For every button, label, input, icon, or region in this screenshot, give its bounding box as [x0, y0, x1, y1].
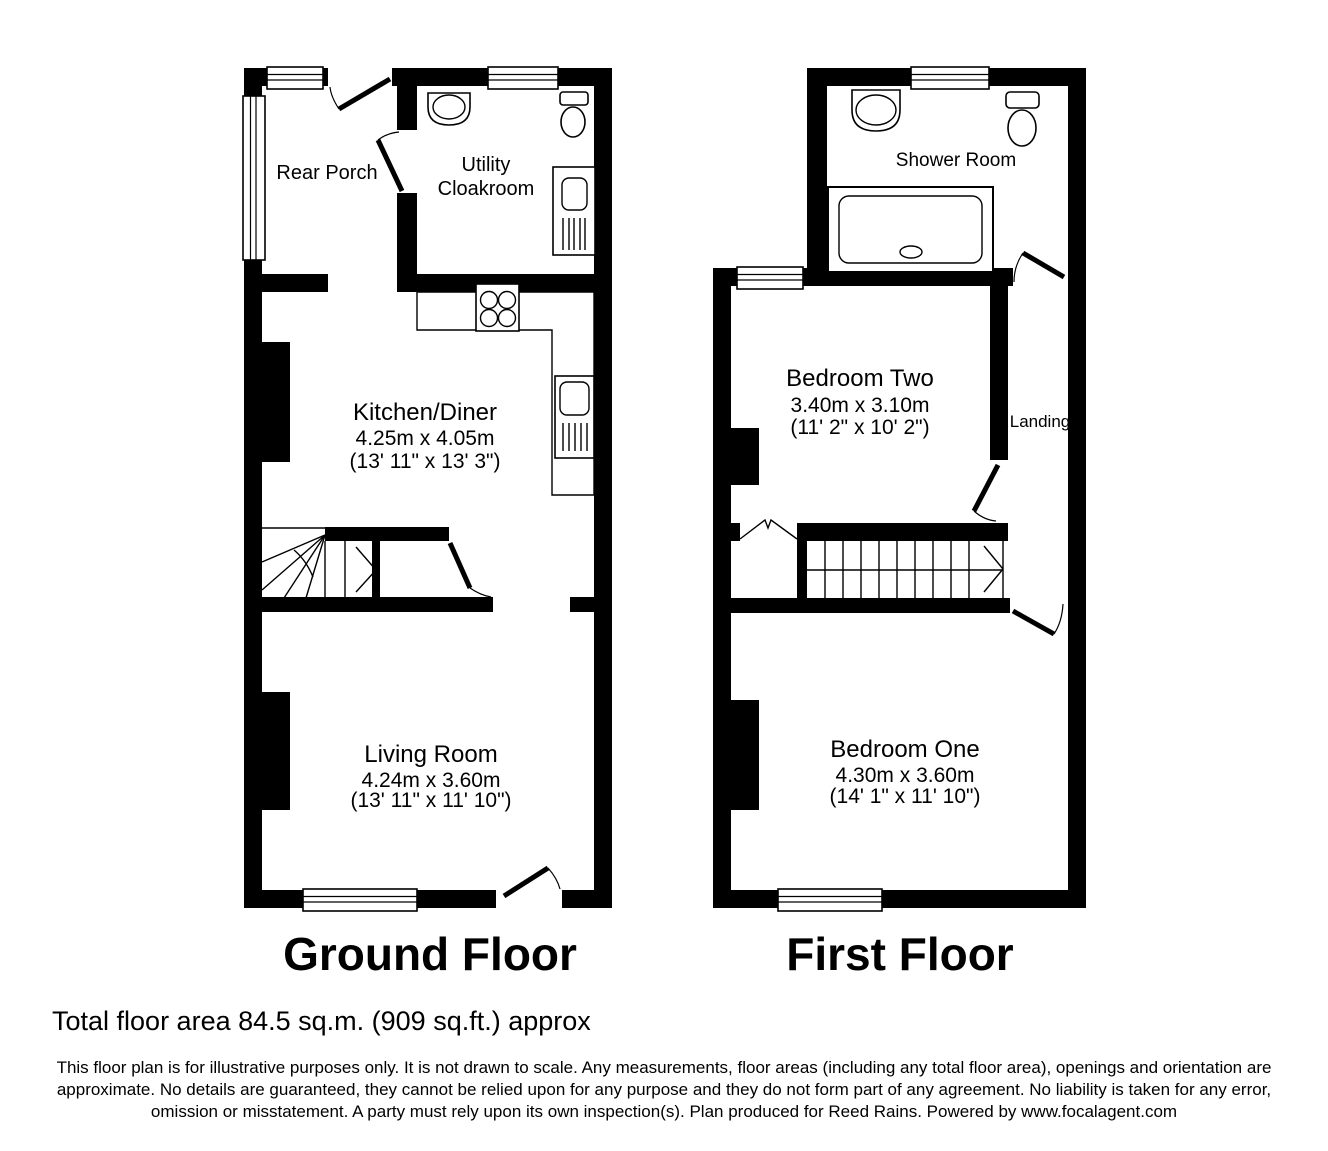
door-swing	[378, 132, 402, 191]
utility-sink-icon	[553, 167, 595, 255]
room-label-rear-porch: Rear Porch	[276, 162, 378, 184]
shower-toilet-icon	[1006, 92, 1039, 146]
window	[911, 67, 989, 89]
window	[267, 67, 323, 89]
door-swing	[1014, 253, 1064, 282]
room-size-metric: 4.24m x 3.60m	[361, 769, 501, 792]
disclaimer-text: This floor plan is for illustrative purposes only. It is not drawn to scale. Any measurements, floor areas (including any total floor area), openings and orientation are approximate. No details are guaranteed, they cannot be relied upon for any purpose and they do not form part of any agreement. No liability is taken for any error, omission or misstatement. A party must rely upon its own inspection(s). Plan produced for Reed Rains. Powered by www.focalagent.com	[56, 1058, 1272, 1121]
room-label-living-room: Living Room	[364, 741, 498, 768]
total-floor-area-text: Total floor area 84.5 sq.m. (909 sq.ft.) approx	[52, 1006, 591, 1036]
room-label-kitchen-diner: Kitchen/Diner	[352, 399, 498, 426]
window	[737, 267, 803, 289]
room-label-bedroom-two: Bedroom Two	[786, 365, 934, 392]
window	[488, 67, 558, 89]
first-floor-title: First Floor	[786, 928, 1014, 980]
room-size-imperial: (13' 11" x 13' 3")	[349, 450, 501, 473]
room-size-imperial: (14' 1" x 11' 10")	[829, 785, 981, 808]
room-size-imperial: (13' 11" x 11' 10")	[350, 789, 512, 812]
shower-basin-icon	[852, 90, 900, 131]
utility-basin-icon	[428, 93, 470, 125]
hob-icon	[476, 284, 519, 331]
room-label-bedroom-one: Bedroom One	[830, 736, 980, 763]
staircase	[807, 541, 1003, 598]
door-swing	[1013, 604, 1063, 634]
room-label-shower-room: Shower Room	[895, 150, 1017, 171]
room-size-metric: 4.25m x 4.05m	[355, 427, 495, 450]
window	[303, 889, 417, 911]
room-label-landing: Landing	[1009, 412, 1071, 431]
room-size-metric: 3.40m x 3.10m	[790, 394, 930, 417]
door-swing	[450, 543, 491, 597]
window	[243, 96, 265, 260]
room-size-metric: 4.30m x 3.60m	[835, 764, 975, 787]
ground-floor-title: Ground Floor	[283, 928, 577, 980]
window	[778, 889, 882, 911]
first-floor-plan	[713, 67, 1086, 911]
door-swing	[330, 79, 390, 109]
cupboard-doors	[740, 520, 797, 539]
room-label-utility: Utility	[461, 154, 511, 176]
ground-floor-plan	[243, 67, 612, 911]
door-swing	[974, 465, 998, 521]
room-label-cloakroom: Cloakroom	[437, 178, 535, 200]
utility-toilet-icon	[560, 92, 588, 137]
door-swing	[504, 868, 560, 896]
room-size-imperial: (11' 2" x 10' 2")	[790, 416, 930, 439]
shower-tray-icon	[828, 187, 993, 272]
kitchen-sink-icon	[555, 376, 594, 458]
